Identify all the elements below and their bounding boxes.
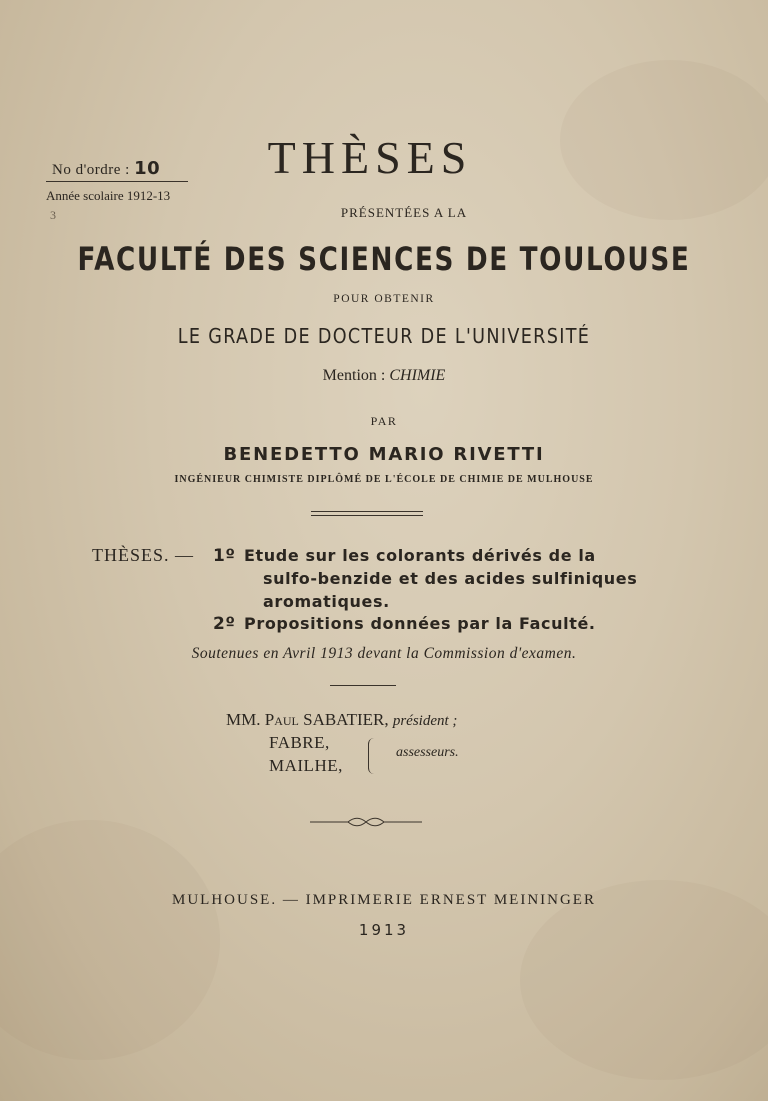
author-name: BENEDETTO MARIO RIVETTI [223,444,545,465]
brace-icon [368,738,377,774]
thesis-2-text: Propositions données par la Faculté. [244,614,596,633]
mention-line [0,367,768,385]
defense-date-line: Soutenues en Avril 1913 devant la Commission d'examen. [191,645,577,662]
ordre-number [52,158,160,179]
annee-scolaire: Année scolaire 1912-13 [46,188,171,203]
president-last-name: SABATIER, [303,710,389,729]
par-line: PAR [370,414,398,428]
assesseurs-role: assesseurs. [396,745,459,760]
main-title: THÈSES [267,132,473,183]
thesis-2-number: 2º [213,614,236,634]
presentees-line: PRÉSENTÉES A LA [340,205,468,220]
jury-president-line [226,710,457,730]
ornament-icon [310,816,422,828]
thesis-1-line-1: Etude sur les colorants dérivés de la [244,546,596,565]
margin-mark: 3 [50,208,56,222]
theses-label: THÈSES. — [92,545,195,565]
publication-year: 1913 [358,921,410,939]
pour-obtenir-line: POUR OBTENIR [333,293,435,305]
thesis-1-line-2: sulfo-benzide et des acides sulfiniques [263,569,638,588]
printer-imprint: MULHOUSE. — IMPRIMERIE ERNEST MEININGER [172,892,596,908]
ordre-prefix: No d'ordre : [52,162,130,178]
president-first-name: Paul [264,710,299,729]
jury-mm: MM. [226,710,261,729]
short-divider [330,685,396,686]
ordre-value: 10 [134,158,161,179]
assesseur-fabre: FABRE, [269,733,330,752]
faculty-name: FACULTÉ DES SCIENCES DE TOULOUSE [77,240,691,278]
assesseur-mailhe: MAILHE, [269,756,343,775]
degree-line: LE GRADE DE DOCTEUR DE L'UNIVERSITÉ [177,324,591,348]
president-role: président ; [392,713,458,729]
author-qualification: INGÉNIEUR CHIMISTE DIPLÔMÉ DE L'ÉCOLE DE CHIMIE DE MULHOUSE [174,474,594,485]
mention-label: Mention : [322,367,386,384]
double-divider [311,511,423,516]
mention-value: CHIMIE [389,367,446,384]
ordre-underline [46,181,188,182]
thesis-1-number: 1º [213,546,236,566]
thesis-1-line-3: aromatiques. [263,592,390,611]
